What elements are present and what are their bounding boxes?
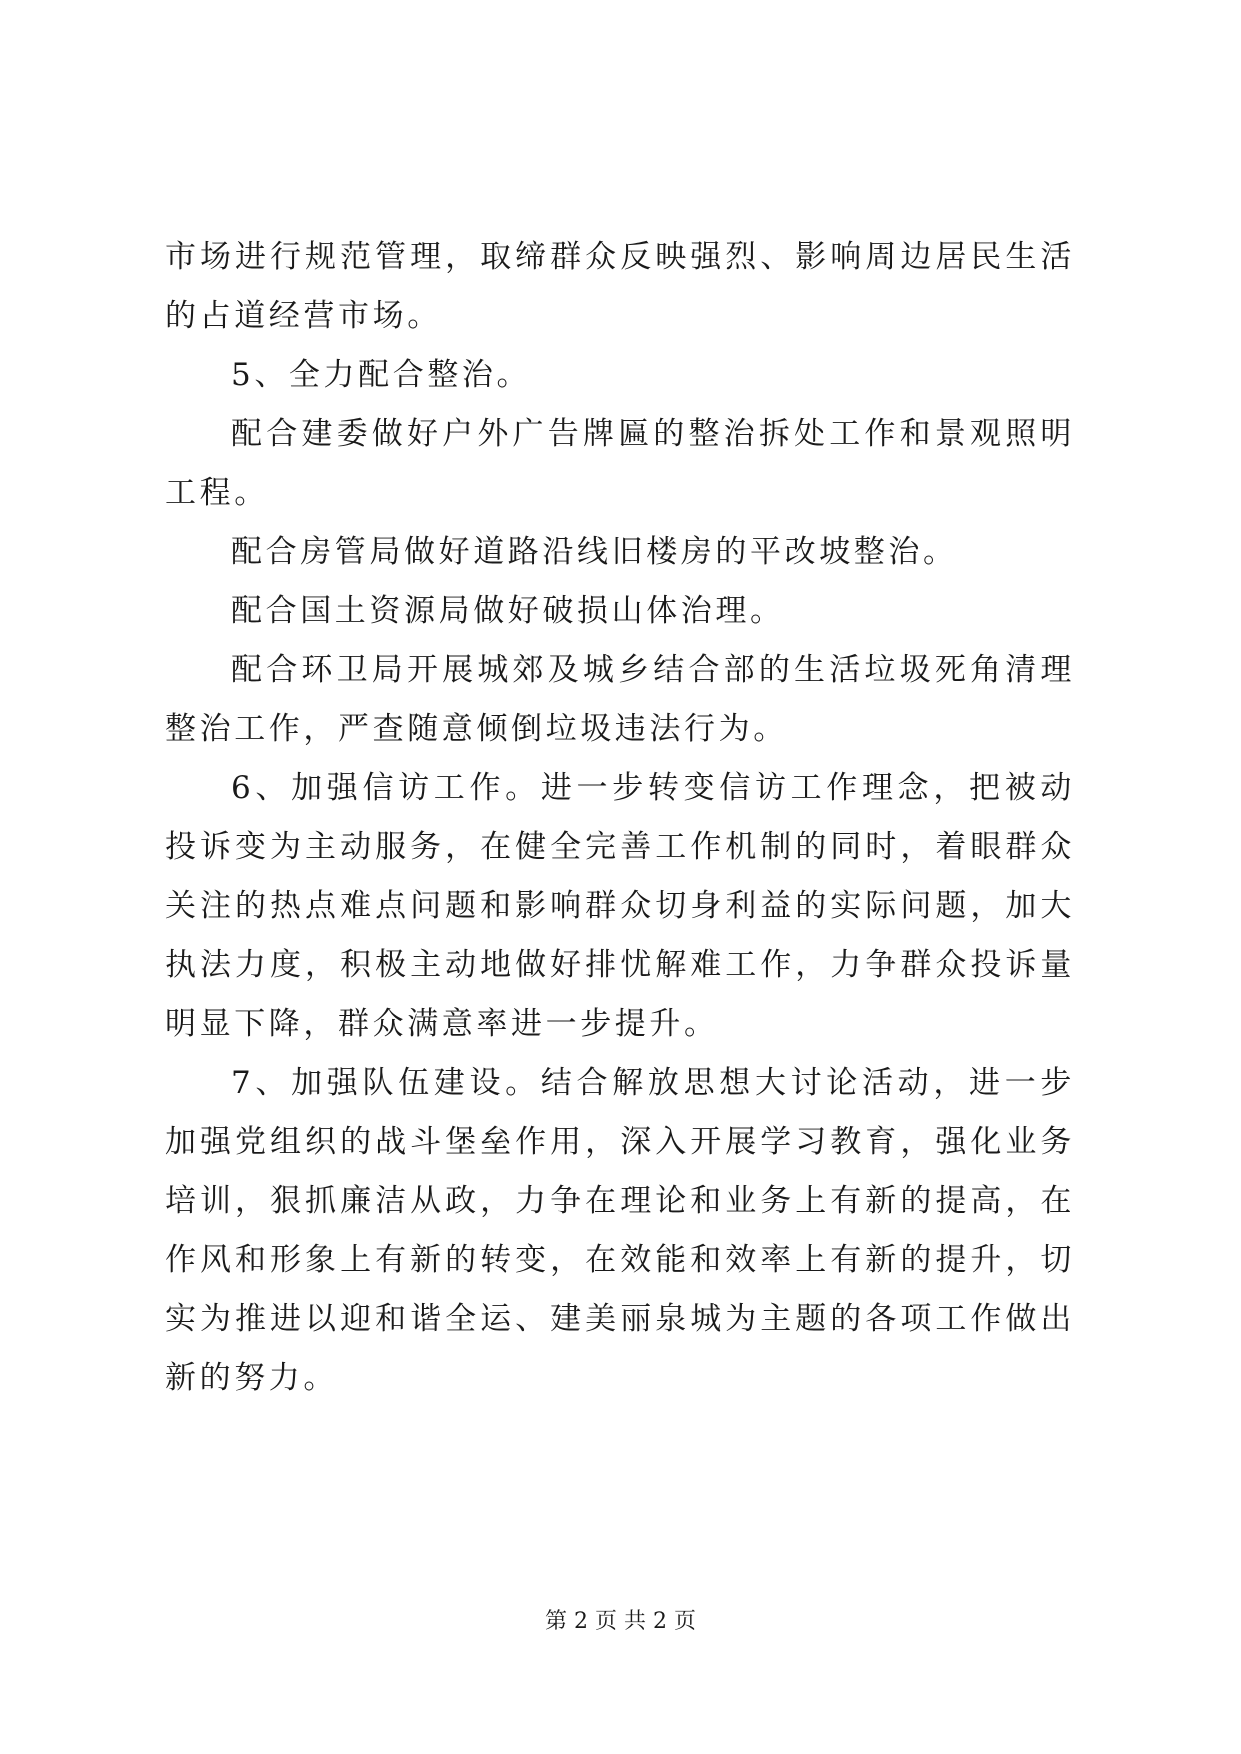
page-footer: 第 2 页 共 2 页 <box>545 1609 696 1634</box>
paragraph-8: 7、加强队伍建设。结合解放思想大讨论活动，进一步加强党组织的战斗堡垒作用，深入开展学习教育，强化业务培训，狠抓廉洁从政，力争在理论和业务上有新的提高，在作风和形象上有新的转变，在效能和效率上有新的提升，切实为推进以迎和谐全运、建美丽泉城为主题的各项工作做出新的努力。 <box>165 1065 1075 1396</box>
paragraph-1: 市场进行规范管理，取缔群众反映强烈、影响周边居民生活的占道经营市场。 <box>165 239 1075 334</box>
paragraph-5: 配合国土资源局做好破损山体治理。 <box>231 593 785 629</box>
paragraph-4: 配合房管局做好道路沿线旧楼房的平改坡整治。 <box>231 534 958 570</box>
paragraph-7: 6、加强信访工作。进一步转变信访工作理念，把被动投诉变为主动服务，在健全完善工作机制的同时，着眼群众关注的热点难点问题和影响群众切身利益的实际问题，加大执法力度，积极主动地做好排忧解难工作，力争群众投诉量明显下降，群众满意率进一步提升。 <box>165 770 1075 1042</box>
paragraph-3: 配合建委做好户外广告牌匾的整治拆处工作和景观照明工程。 <box>165 416 1075 511</box>
document-body <box>165 228 1075 1408</box>
paragraph-2: 5、全力配合整治。 <box>231 357 532 393</box>
paragraph-6: 配合环卫局开展城郊及城乡结合部的生活垃圾死角清理整治工作，严查随意倾倒垃圾违法行为。 <box>165 652 1075 747</box>
